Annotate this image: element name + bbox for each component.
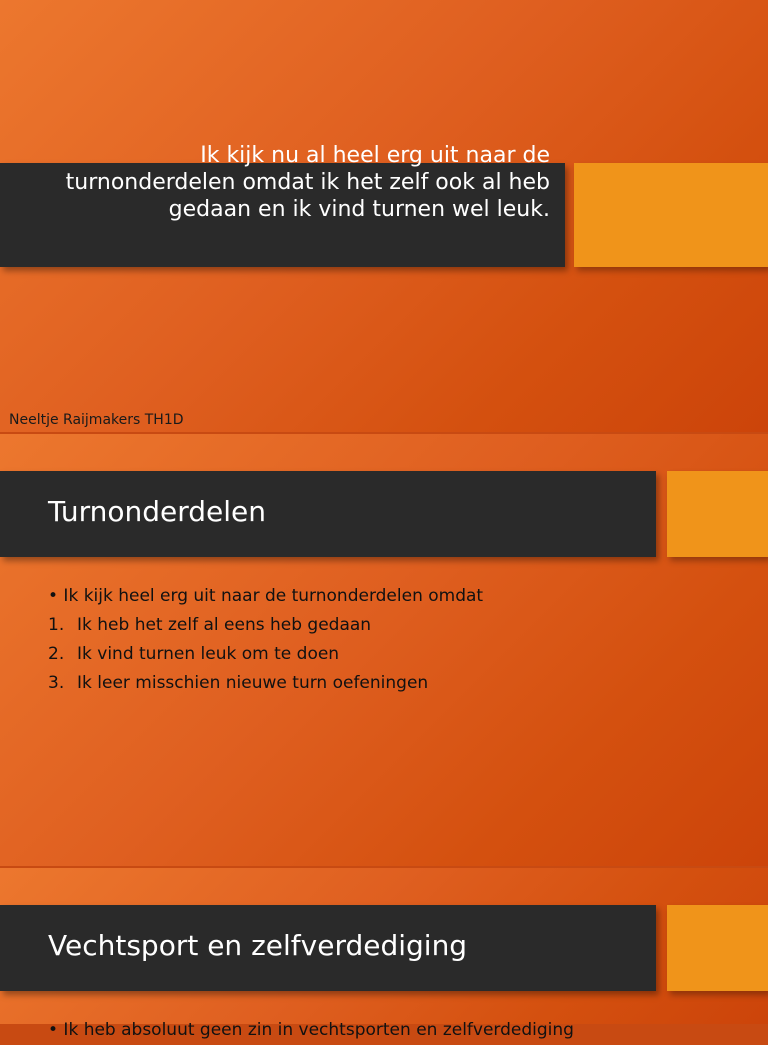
bullet-item: • Ik kijk heel erg uit naar de turnonderdelen omdat — [48, 586, 484, 606]
accent-block — [667, 905, 768, 991]
list-item — [48, 669, 708, 698]
slide-title: Ik kijk nu al heel erg uit naar de turnonderdelen omdat ik het zelf ook al heb gedaan en ik vind turnen wel leuk. — [65, 143, 550, 222]
list-number: 2. — [48, 644, 65, 664]
list-item — [48, 640, 708, 669]
content-list — [48, 582, 708, 698]
list-text: Ik leer misschien nieuwe turn oefeningen — [77, 673, 429, 693]
accent-block — [667, 471, 768, 557]
slide-2 — [0, 434, 768, 866]
slide-heading: Vechtsport en zelfverdediging — [48, 929, 468, 962]
list-number: 3. — [48, 673, 65, 693]
slide-3 — [0, 868, 768, 1040]
bullet-item: • Ik heb absoluut geen zin in vechtsporten en zelfverdediging — [48, 1020, 574, 1040]
list-text: Ik vind turnen leuk om te doen — [77, 644, 340, 664]
list-text: Ik heb het zelf al eens heb gedaan — [77, 615, 372, 635]
accent-block — [574, 163, 768, 267]
content-list — [48, 1016, 708, 1045]
author-name: Neeltje Raijmakers TH1D — [9, 412, 184, 428]
slide-heading: Turnonderdelen — [48, 495, 267, 528]
list-item — [48, 611, 708, 640]
slide-1 — [0, 0, 768, 432]
list-number: 1. — [48, 615, 65, 635]
